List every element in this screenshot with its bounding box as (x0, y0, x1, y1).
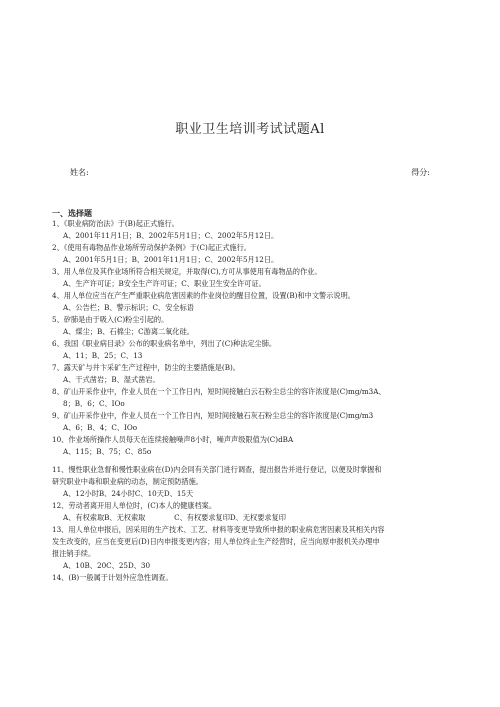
answer-options: A、生产许可证；B安全生产许可证；C、职业卫生安全许可证。 (63, 279, 266, 288)
question-continuation: 报注销手续。 (52, 549, 96, 558)
question-continuation: 研究职业中毒和职业病的动态，制定预防措施。 (52, 477, 203, 486)
question-text: 9、矿山开采作业中，作业人员在一个工作日内，短时间接触石灰石粉尘总尘的容许浓度是(C)mg∕m3 (52, 411, 374, 420)
question-text: 10、作业场所操作人员每天在连续接触噪声8小时，噪声声级限值为(C)dBA (52, 435, 294, 444)
answer-options: A、10B、20C、25D、30 (63, 561, 151, 570)
question-continuation: 发生改变的，应当在变更后(D)日内申报变更内容；用人单位终止生产经营时，应当向原申报机关办理申 (52, 537, 380, 546)
answer-options: 8；B、6；C、IOo (63, 399, 125, 408)
question-text: 3、用人单位及其作业场所符合相关规定，并取得(C),方可从事使用有毒物品的作业。 (52, 267, 322, 276)
name-label: 姓名: (70, 168, 89, 177)
question-text: 5、矽肺是由于吸入(C)粉尘引起的。 (52, 315, 169, 324)
answer-options: A、11；B、25；C、13 (63, 351, 143, 360)
question-text: 13、用人单位申报后，因采用的生产技术、工艺、材料等变更导致所申报的职业病危害因素及其相关内容 (52, 525, 385, 534)
answer-options: A、6；B、4；C、IOo (63, 423, 138, 432)
document-title: 职业卫生培训考试试题Al (175, 122, 325, 137)
question-text: 7、露天矿与井卞采矿生产过程中，防尘的主要措施是(B)。 (52, 363, 240, 372)
question-text: 4、用人单位应当在产生严重职业病危害因素的作业岗位的醒目位置，设置(B)和中文警示说明。 (52, 291, 355, 300)
question-text: 11、慢性职业急督和慢性职业病在(D)内会同有关部门进行调查，提出报告并进行登记，以便及时掌握和 (52, 465, 382, 474)
answer-options: A、干式凿岩；B、湿式凿岩。 (63, 375, 160, 384)
answer-options: A、2001年11月1日；B、2002年5月1日；C、2002年5月12日。 (63, 231, 279, 240)
answer-options: A、12小时B、24小时C、10天D、15天 (63, 489, 194, 498)
answer-options: A、2001年5月1日；B、2001年11月1日；C、2002年5月12日。 (63, 255, 279, 264)
name-score-row (70, 167, 430, 178)
answer-options: A、有权索取B、无权索取 C、有权要求复印D、无权要求复印 (63, 513, 286, 522)
question-text: 1、《职业病防治法》于(B)起正式施行。 (52, 219, 179, 228)
question-text: 8、矿山开采作业中，作业人员在一个工作日内，短时间接触白云石粉尘总尘的容许浓度是(C)mg∕m3A、 (52, 387, 386, 396)
answer-options: A、公告栏；B、警示标识；C、安全标语 (63, 303, 194, 312)
question-text: 12、劳动者离开用人单位时，(C)本人的健康档案。 (52, 501, 217, 510)
answer-options: A、115；B、75；C、85o (63, 447, 152, 456)
score-label: 得分: (411, 168, 430, 177)
answer-options: A、煤尘；B、石棉尘；C游离二氧化硅。 (63, 327, 194, 336)
section-heading: 一、选择题 (52, 208, 92, 218)
question-text: 6、我国《职业病目录》公布的职业病名单中，列出了(C)种法定尘肺。 (52, 339, 277, 348)
question-text: 2、《使用有毒物品作业场所劳动保护条例》于(C)起正式施行。 (52, 243, 251, 252)
question-text: 14、(B)一般属于计划外应急性调查。 (52, 573, 173, 582)
